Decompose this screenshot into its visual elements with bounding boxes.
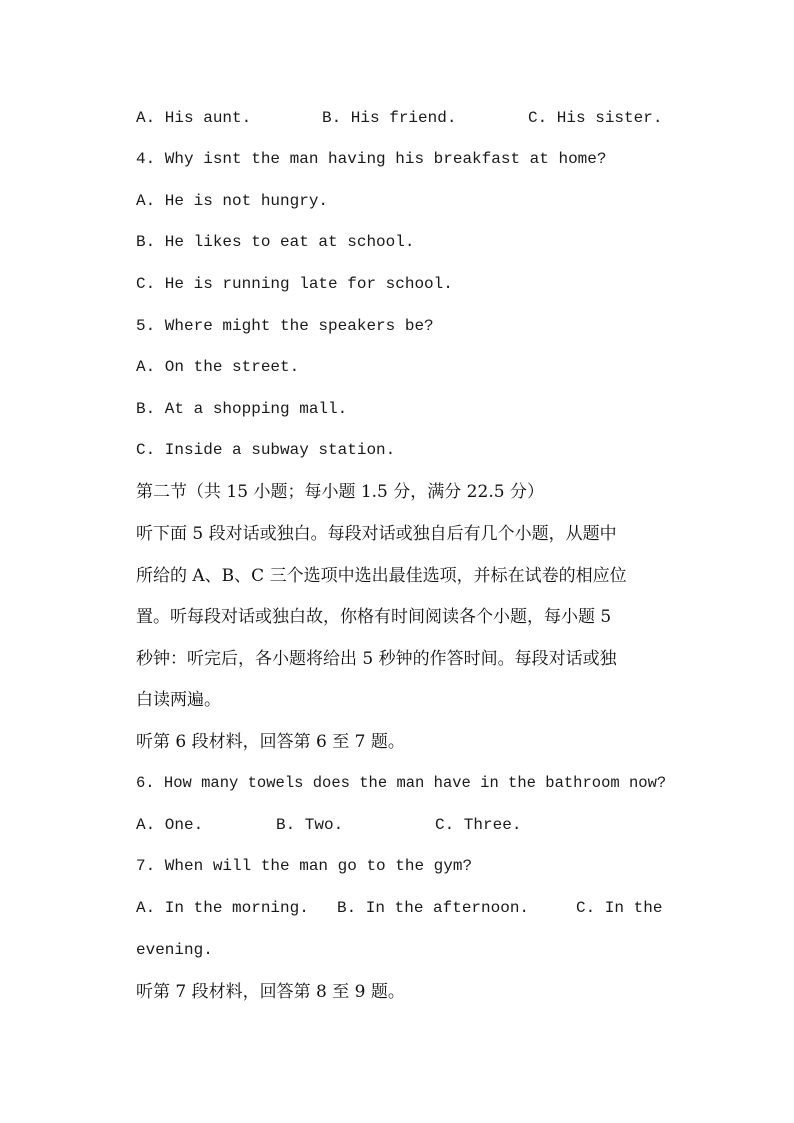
instructions-line-2: 所给的 A、B、C 三个选项中选出最佳选项，并标在试卷的相应位 <box>136 566 627 586</box>
q7-option-c: C. In the <box>576 899 663 917</box>
q7-question: 7. When will the man go to the gym? <box>136 857 473 875</box>
q6-option-b: B. Two. <box>276 816 344 834</box>
q4-option-c: C. He is running late for school. <box>136 275 453 293</box>
q5-option-a: A. On the street. <box>136 358 300 376</box>
q7-option-b: B. In the afternoon. <box>337 899 530 917</box>
instructions-line-3: 置。听每段对话或独白故，你格有时间阅读各个小题，每小题 5 <box>136 607 612 627</box>
q6-question: 6. How many towels does the man have in the bathroom now? <box>136 774 667 792</box>
q3-option-c: C. His sister. <box>528 109 663 127</box>
q6-option-a: A. One. <box>136 816 204 834</box>
q4-option-a: A. He is not hungry. <box>136 192 329 210</box>
q5-option-b: B. At a shopping mall. <box>136 400 348 418</box>
q5-question: 5. Where might the speakers be? <box>136 317 434 335</box>
q4-option-b: B. He likes to eat at school. <box>136 233 415 251</box>
instructions-line-5: 白读两遍。 <box>136 690 221 710</box>
q3-option-b: B. His friend. <box>322 109 457 127</box>
q5-option-c: C. Inside a subway station. <box>136 441 396 459</box>
instructions-line-1: 听下面 5 段对话或独白。每段对话或独自后有几个小题，从题中 <box>136 524 617 544</box>
q7-option-c-continued: evening. <box>136 941 213 959</box>
instructions-line-4: 秒钟：听完后，各小题将给出 5 秒钟的作答时间。每段对话或独 <box>136 649 617 669</box>
q4-question: 4. Why isnt the man having his breakfast at home? <box>136 150 607 168</box>
section-heading: 第二节（共 15 小题；每小题 1.5 分，满分 22.5 分） <box>136 482 544 502</box>
q6-option-c: C. Three. <box>435 816 522 834</box>
material-7-heading: 听第 7 段材料，回答第 8 至 9 题。 <box>136 982 405 1002</box>
q7-option-a: A. In the morning. <box>136 899 309 917</box>
material-6-heading: 听第 6 段材料，回答第 6 至 7 题。 <box>136 732 405 752</box>
q3-option-a: A. His aunt. <box>136 109 252 127</box>
